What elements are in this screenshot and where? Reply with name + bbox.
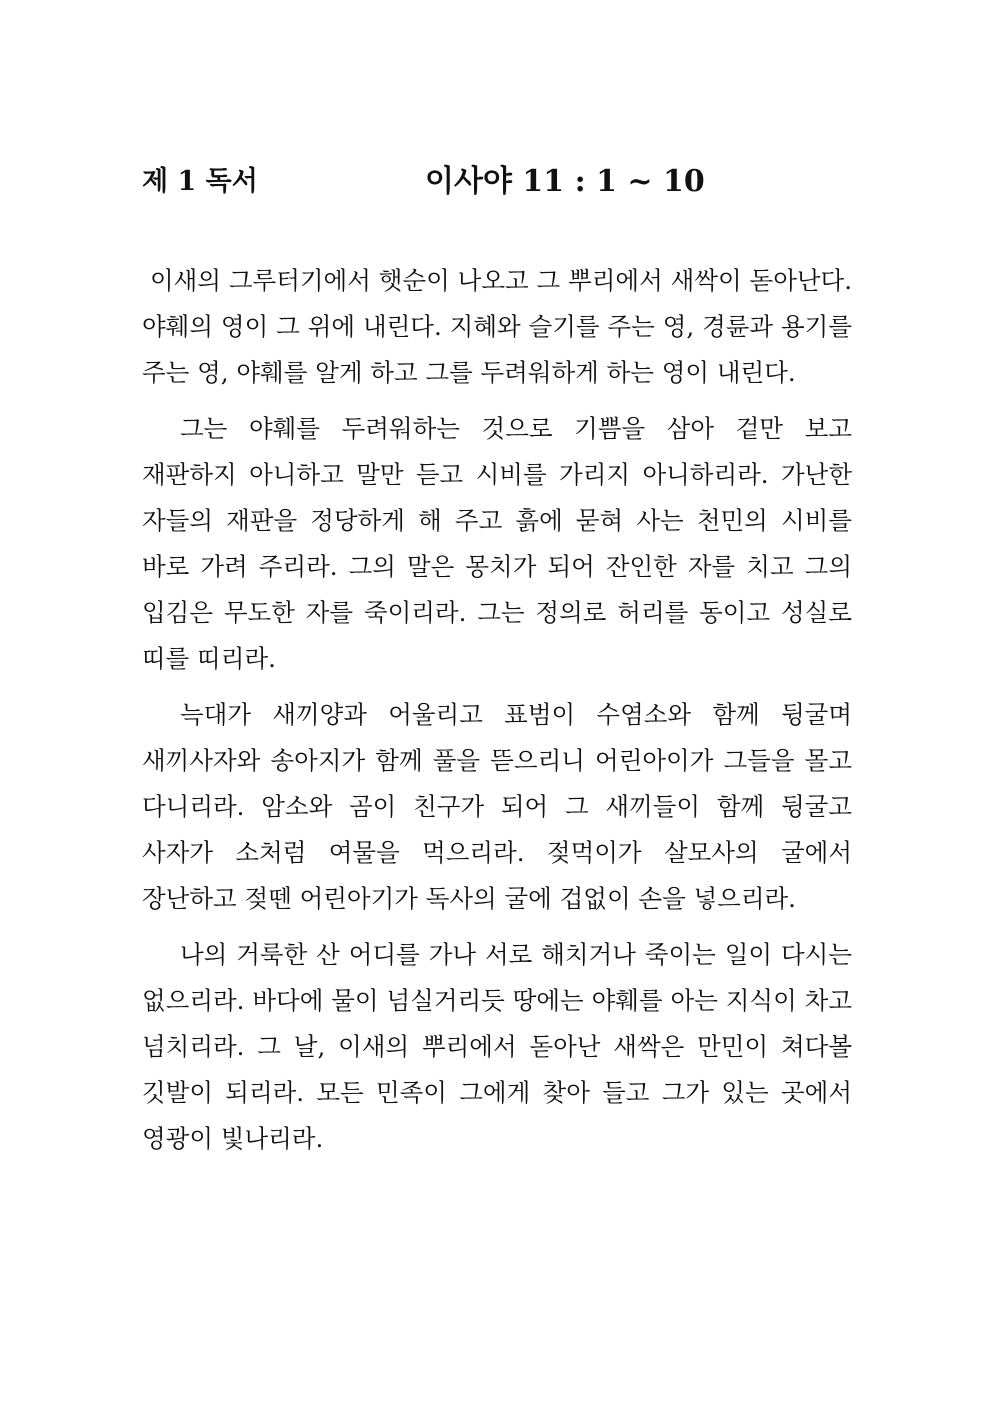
scripture-reference: 이사야 11 : 1 ~ 10 (425, 164, 705, 199)
paragraph-2: 그는 야훼를 두려워하는 것으로 기쁨을 삼아 겉만 보고 재판하지 아니하고 말만 듣고 시비를 가리지 아니하리라. 가난한 자들의 재판을 정당하게 해 주고 흙에 묻혀 사는 천민의 시비를 바로 가려 주리라. 그의 말은 몽치가 되어 잔인한 자를 치고 그의 입김은 무도한 자를 죽이리라. 그는 정의로 허리를 동이고 성실로 띠를 띠리라. (142, 414, 852, 673)
paragraph-4: 나의 거룩한 산 어디를 가나 서로 해치거나 죽이는 일이 다시는 없으리라. 바다에 물이 넘실거리듯 땅에는 야훼를 아는 지식이 차고 넘치리라. 그 날, 이새의 뿌리에서 돋아난 새싹은 만민이 쳐다볼 깃발이 되리라. 모든 민족이 그에게 찾아 들고 그가 있는 곳에서 영광이 빛나리라. (142, 940, 852, 1153)
paragraph-3: 늑대가 새끼양과 어울리고 표범이 수염소와 함께 뒹굴며 새끼사자와 송아지가 함께 풀을 뜯으리니 어린아이가 그들을 몰고 다니리라. 암소와 곰이 친구가 되어 그 새끼들이 함께 뒹굴고 사자가 소처럼 여물을 먹으리라. 젖먹이가 살모사의 굴에서 장난하고 젖뗀 어린아기가 독사의 굴에 겁없이 손을 넣으리라. (142, 700, 852, 913)
reading-label: 제 1 독서 (142, 166, 258, 197)
scripture-body (142, 258, 852, 1172)
paragraph-1: 이새의 그루터기에서 햇순이 나오고 그 뿌리에서 새싹이 돋아난다. 야훼의 영이 그 위에 내린다. 지혜와 슬기를 주는 영, 경륜과 용기를 주는 영, 야훼를 알게 하고 그를 두려워하게 하는 영이 내린다. (142, 266, 852, 387)
